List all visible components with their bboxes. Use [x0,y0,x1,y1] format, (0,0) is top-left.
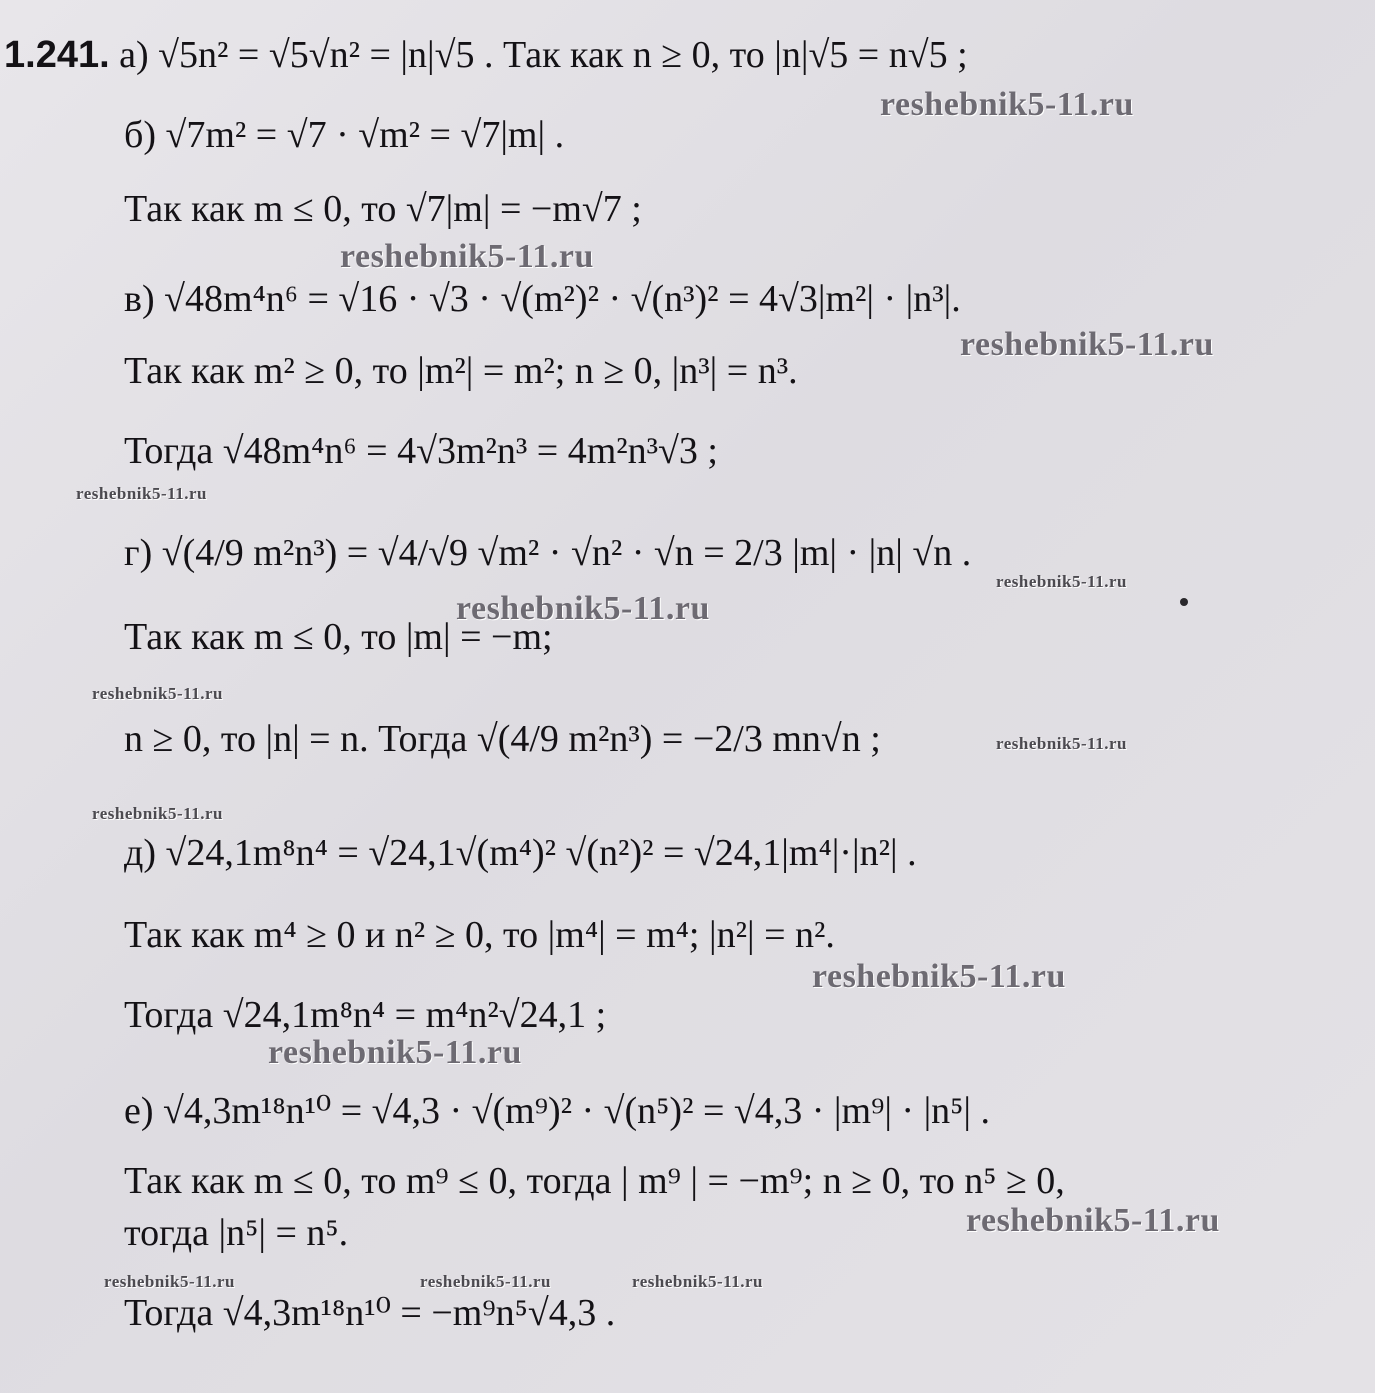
solution-line-d: д) √24,1m⁸n⁴ = √24,1√(m⁴)² √(n²)² = √24,1|m⁴|·|n²| . [124,832,917,874]
watermark: reshebnik5-11.ru [92,684,223,703]
solution-line-g: г) √(4/9 m²n³) = √4/√9 √m² · √n² · √n = 2/3 |m| · |n| √n . [124,532,972,574]
solution-line-b-cont: Так как m ≤ 0, то √7|m| = −m√7 ; [124,188,642,230]
solution-line-g-result: n ≥ 0, то |n| = n. Тогда √(4/9 m²n³) = −2/3 mn√n ; [124,718,881,760]
solution-line-e: е) √4,3m¹⁸n¹⁰ = √4,3 · √(m⁹)² · √(n⁵)² = √4,3 · |m⁹| · |n⁵| . [124,1090,991,1132]
watermark: reshebnik5-11.ru [456,590,710,627]
solution-line-v: в) √48m⁴n⁶ = √16 · √3 · √(m²)² · √(n³)² = 4√3|m²| · |n³|. [124,278,961,320]
watermark: reshebnik5-11.ru [420,1272,551,1291]
solution-line-e-cont2: тогда |n⁵| = n⁵. [124,1212,349,1254]
solution-line-v-cont: Так как m² ≥ 0, то |m²| = m²; n ≥ 0, |n³| = n³. [124,350,798,392]
solution-line-d-result: Тогда √24,1m⁸n⁴ = m⁴n²√24,1 ; [124,994,607,1036]
watermark: reshebnik5-11.ru [996,734,1127,753]
solution-line-e-result: Тогда √4,3m¹⁸n¹⁰ = −m⁹n⁵√4,3 . [124,1292,616,1334]
watermark: reshebnik5-11.ru [996,572,1127,591]
watermark: reshebnik5-11.ru [104,1272,235,1291]
watermark: reshebnik5-11.ru [966,1202,1220,1239]
watermark: reshebnik5-11.ru [340,238,594,275]
solution-line-e-cont: Так как m ≤ 0, то m⁹ ≤ 0, тогда | m⁹ | = −m⁹; n ≥ 0, то n⁵ ≥ 0, [124,1160,1065,1202]
watermark: reshebnik5-11.ru [880,86,1134,123]
solution-line-v-result: Тогда √48m⁴n⁶ = 4√3m²n³ = 4m²n³√3 ; [124,430,718,472]
problem-number: 1.241. [4,34,110,76]
watermark: reshebnik5-11.ru [960,326,1214,363]
watermark: reshebnik5-11.ru [812,958,1066,995]
watermark: reshebnik5-11.ru [92,804,223,823]
solution-text: а) √5n² = √5√n² = |n|√5 . Так как n ≥ 0, то |n|√5 = n√5 ; [119,34,968,76]
watermark: reshebnik5-11.ru [632,1272,763,1291]
solution-line-d-cont: Так как m⁴ ≥ 0 и n² ≥ 0, то |m⁴| = m⁴; |n²| = n². [124,914,835,956]
watermark: reshebnik5-11.ru [268,1034,522,1071]
stray-dot [1180,598,1188,606]
watermark: reshebnik5-11.ru [76,484,207,503]
solution-line-b: б) √7m² = √7 · √m² = √7|m| . [124,114,565,156]
solution-line-g-cont: Так как m ≤ 0, то |m| = −m; [124,616,553,658]
solution-line-a [4,36,968,74]
